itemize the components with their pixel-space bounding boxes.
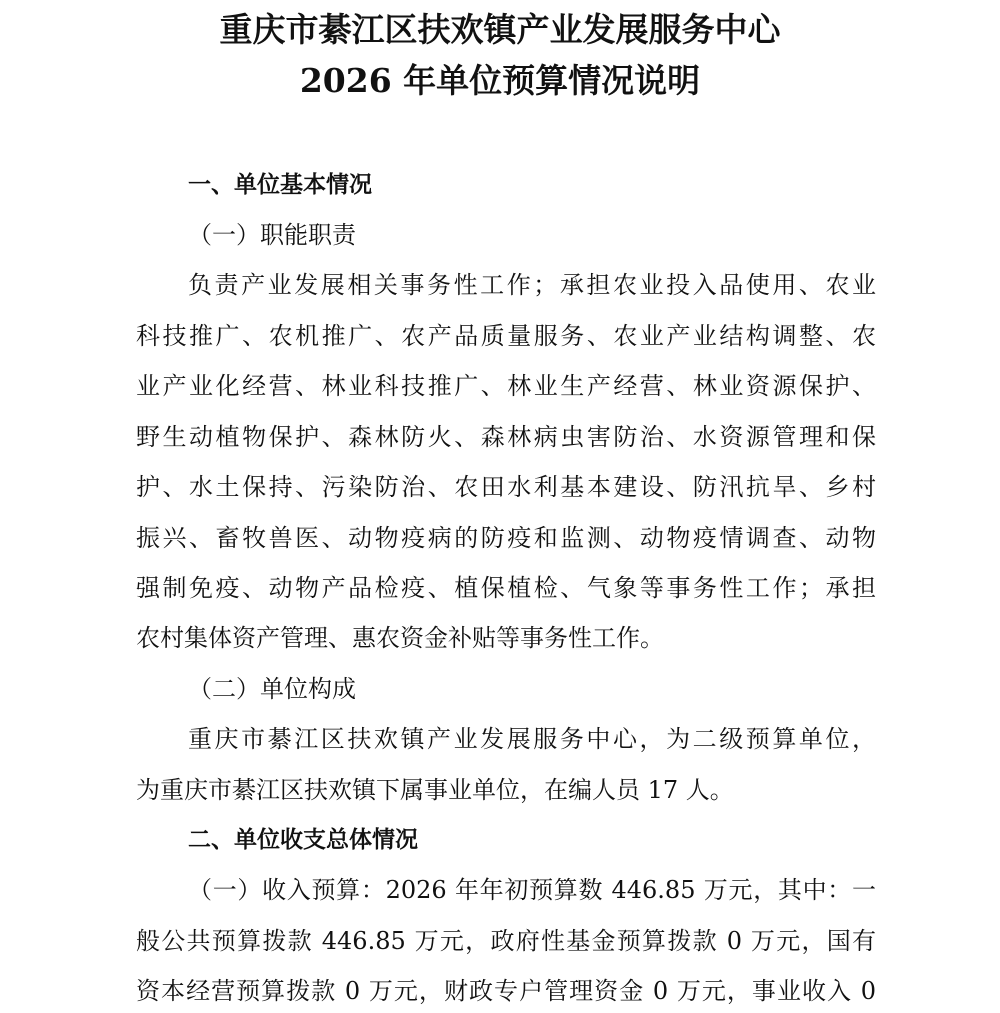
paragraph-line: 般公共预算拨款 446.85 万元，政府性基金预算拨款 0 万元，国有 — [136, 927, 876, 955]
section-2-heading: 二、单位收支总体情况 — [188, 827, 418, 853]
paragraph-line: 农村集体资产管理、惠农资金补贴等事务性工作。 — [136, 624, 664, 652]
document-title-line-2: 2026 年单位预算情况说明 — [299, 61, 701, 100]
paragraph-line: 业产业化经营、林业科技推广、林业生产经营、林业资源保护、 — [136, 372, 876, 400]
paragraph-line: 资本经营预算拨款 0 万元，财政专户管理资金 0 万元，事业收入 0 — [136, 977, 876, 1005]
section-1-heading: 一、单位基本情况 — [188, 172, 372, 198]
paragraph-line: 负责产业发展相关事务性工作；承担农业投入品使用、农业 — [188, 271, 876, 299]
section-1-1-heading: （一）职能职责 — [188, 221, 356, 249]
document-title-line-1: 重庆市綦江区扶欢镇产业发展服务中心 — [219, 10, 781, 49]
paragraph-line: 护、水土保持、污染防治、农田水利基本建设、防汛抗旱、乡村 — [136, 473, 876, 501]
paragraph-line: （一）收入预算：2026 年年初预算数 446.85 万元，其中：一 — [188, 876, 876, 904]
section-1-2-heading: （二）单位构成 — [188, 675, 356, 703]
paragraph-line: 振兴、畜牧兽医、动物疫病的防疫和监测、动物疫情调查、动物 — [136, 524, 876, 552]
paragraph-line: 重庆市綦江区扶欢镇产业发展服务中心，为二级预算单位， — [188, 725, 876, 753]
paragraph-line: 野生动植物保护、森林防火、森林病虫害防治、水资源管理和保 — [136, 423, 876, 451]
paragraph-line: 科技推广、农机推广、农产品质量服务、农业产业结构调整、农 — [136, 322, 876, 350]
paragraph-line: 强制免疫、动物产品检疫、植保植检、气象等事务性工作；承担 — [136, 574, 876, 602]
paragraph-line: 为重庆市綦江区扶欢镇下属事业单位，在编人员 17 人。 — [136, 776, 734, 804]
